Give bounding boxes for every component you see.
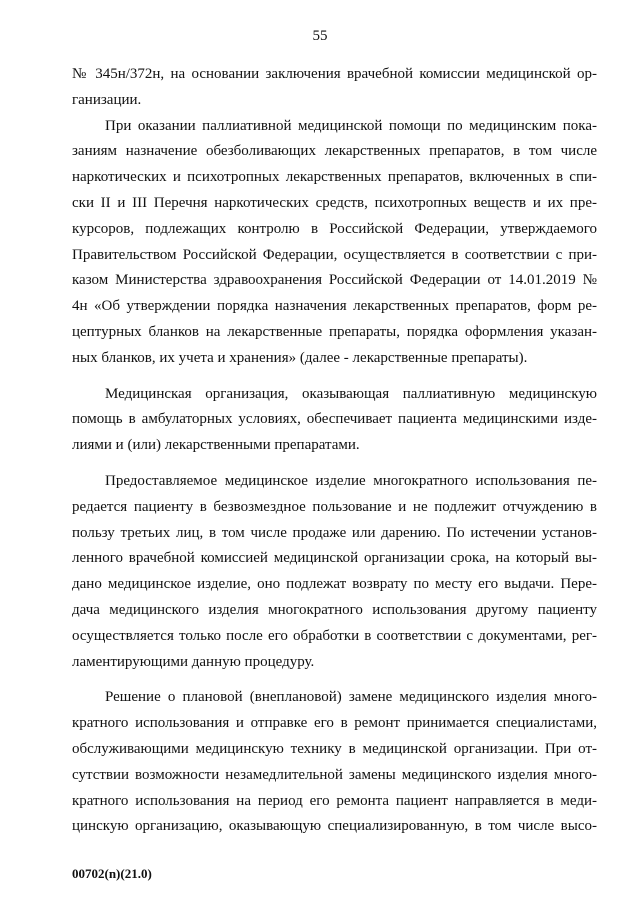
text-line: дано медицинское изделие, оно подлежат возврату по месту его выдачи. Пере- [72, 576, 597, 593]
text-line: 4н «Об утверждении порядка назначения лекарственных препаратов, форм ре- [72, 298, 597, 315]
text-line: осуществляется только после его обработки в соответствии с документами, рег- [72, 627, 597, 644]
text-line: обслуживающими медицинскую технику в медицинской организации. При от- [72, 740, 597, 757]
paragraph-gap [72, 459, 597, 469]
text-line: цинскую организацию, оказывающую специализированную, в том числе высо- [72, 818, 597, 835]
text-line: При оказании паллиативной медицинской помощи по медицинским пока- [105, 117, 597, 134]
text-line: Правительством Российской Федерации, осуществляется в соответствии с при- [72, 246, 597, 263]
text-line: наркотических и психотропных лекарственных препаратов, включенных в спи- [72, 169, 597, 186]
text-line: ленного врачебной комиссией медицинской организации срока, на который вы- [72, 550, 597, 567]
text-line: лиями и (или) лекарственными препаратами. [72, 437, 360, 454]
text-line: дача медицинского изделия многократного использования другому пациенту [72, 601, 597, 618]
paragraph [72, 469, 597, 675]
paragraph-gap [72, 675, 597, 685]
text-line: редается пациенту в безвозмездное пользование и не подлежит отчуждению в [72, 498, 597, 515]
text-line: ламентирующими данную процедуру. [72, 653, 315, 670]
text-line: цептурных бланков на лекарственные препараты, порядка оформления указан- [72, 323, 597, 340]
text-line: заниям назначение обезболивающих лекарственных препаратов, в том числе [72, 143, 597, 160]
paragraph [72, 382, 597, 459]
paragraph-gap [72, 372, 597, 382]
text-line: пользу третьих лиц, в том числе продаже или дарению. По истечении установ- [72, 524, 597, 541]
text-line: кратного использования на период его ремонта пациент направляется в меди- [72, 792, 597, 809]
text-line: кратного использования и отправке его в ремонт принимается специалистами, [72, 715, 597, 732]
paragraph [72, 114, 597, 372]
page-number: 55 [312, 28, 328, 44]
footer-document-code: 00702(n)(21.0) [72, 866, 152, 881]
text-line: сутствии возможности незамедлительной замены медицинского изделия много- [72, 766, 597, 783]
text-line: ных бланков, их учета и хранения» (далее - лекарственные препараты). [72, 349, 528, 366]
text-line: Предоставляемое медицинское изделие многократного использования пе- [105, 472, 597, 489]
text-line: ски II и III Перечня наркотических средств, психотропных веществ и их пре- [72, 194, 597, 211]
body-text [72, 62, 597, 840]
text-line: Решение о плановой (внеплановой) замене медицинского изделия много- [105, 689, 597, 706]
text-line: казом Министерства здравоохранения Российской Федерации от 14.01.2019 № [72, 272, 597, 289]
text-line: помощь в амбулаторных условиях, обеспечивает пациента медицинскими изде- [72, 411, 597, 428]
paragraph [72, 62, 597, 114]
text-line: Медицинская организация, оказывающая паллиативную медицинскую [105, 385, 597, 402]
text-line: ганизации. [72, 91, 142, 108]
paragraph [72, 685, 597, 840]
text-line: курсоров, подлежащих контролю в Российской Федерации, утверждаемого [72, 220, 597, 237]
text-line: № 345н/372н, на основании заключения врачебной комиссии медицинской ор- [72, 66, 597, 82]
